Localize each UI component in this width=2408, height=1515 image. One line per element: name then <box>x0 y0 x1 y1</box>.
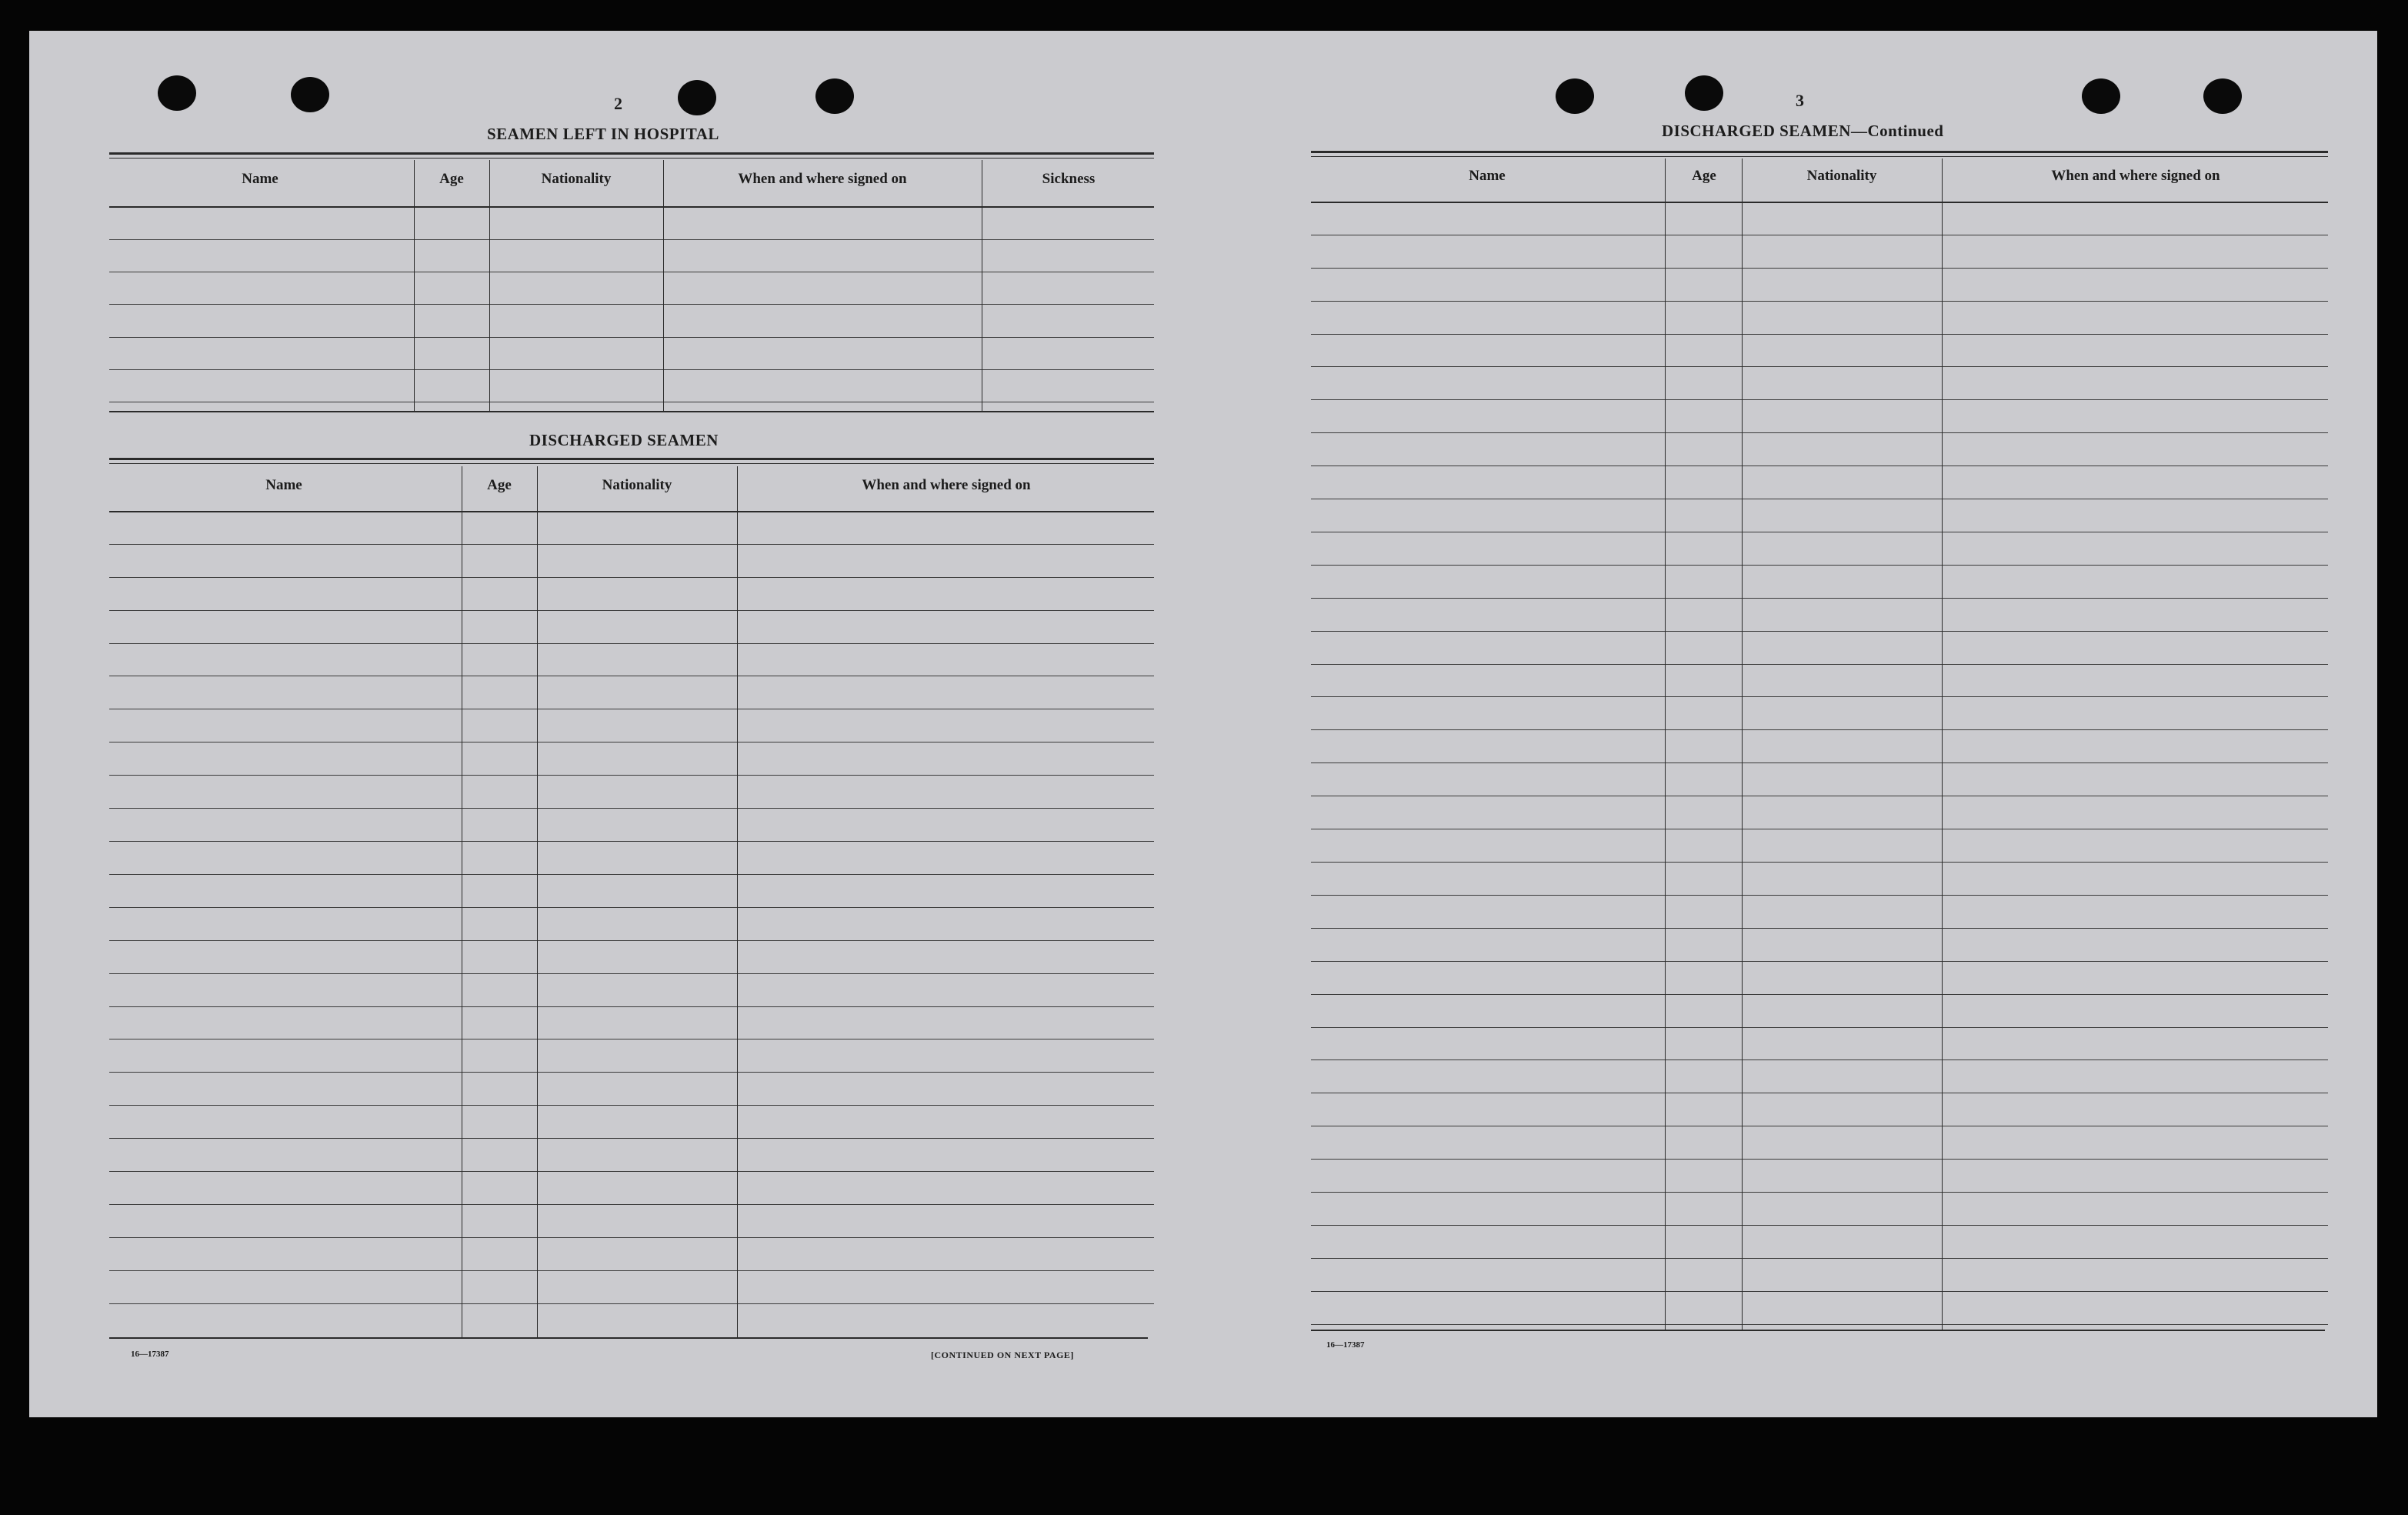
column-line <box>1942 159 1943 1330</box>
row-line <box>1311 664 2328 665</box>
row-line <box>1311 1324 2328 1325</box>
continued-note: [CONTINUED ON NEXT PAGE] <box>931 1350 1074 1360</box>
table-bottom-rule <box>109 411 1154 412</box>
table-bottom-rule <box>109 1337 1148 1339</box>
header-rule <box>109 206 1154 208</box>
column-line <box>1665 159 1666 1330</box>
row-line <box>109 1204 1154 1205</box>
row-line <box>1311 1159 2328 1160</box>
row-line <box>109 1270 1154 1271</box>
row-line <box>1311 399 2328 400</box>
right-page <box>1222 31 2376 1417</box>
row-line <box>109 1006 1154 1007</box>
column-line <box>663 160 664 411</box>
column-header-when-where: When and where signed on <box>2051 168 2220 184</box>
column-header-nationality: Nationality <box>541 171 612 187</box>
scanned-document <box>29 31 2377 1417</box>
row-line <box>109 940 1154 941</box>
row-line <box>109 1072 1154 1073</box>
row-line <box>109 973 1154 974</box>
row-line <box>109 1105 1154 1106</box>
row-line <box>109 643 1154 644</box>
column-line <box>414 160 415 411</box>
discharged-continued-title: DISCHARGED SEAMEN—Continued <box>1662 122 1944 140</box>
row-line <box>109 1171 1154 1172</box>
row-line <box>1311 301 2328 302</box>
row-line <box>109 304 1154 305</box>
row-line <box>1311 1192 2328 1193</box>
row-line <box>1311 729 2328 730</box>
column-header-name: Name <box>265 477 302 493</box>
row-line <box>1311 895 2328 896</box>
column-header-age: Age <box>487 477 512 493</box>
row-line <box>109 239 1154 240</box>
row-line <box>109 577 1154 578</box>
column-header-nationality: Nationality <box>602 477 672 493</box>
column-line <box>489 160 490 411</box>
row-line <box>1311 1291 2328 1292</box>
column-header-when-where: When and where signed on <box>862 477 1031 493</box>
hospital-section-title: SEAMEN LEFT IN HOSPITAL <box>487 125 719 143</box>
column-header-nationality: Nationality <box>1806 168 1877 184</box>
row-line <box>109 808 1154 809</box>
title-rule <box>1311 151 2328 157</box>
row-line <box>1311 1059 2328 1060</box>
row-line <box>1311 696 2328 697</box>
row-line <box>109 841 1154 842</box>
row-line <box>109 610 1154 611</box>
row-line <box>1311 631 2328 632</box>
form-number: 16—17387 <box>1326 1340 1365 1350</box>
discharged-section-title: DISCHARGED SEAMEN <box>529 431 719 449</box>
page-number: 3 <box>1796 91 1804 110</box>
column-header-age: Age <box>1692 168 1716 184</box>
title-rule <box>109 458 1154 464</box>
row-line <box>109 874 1154 875</box>
row-line <box>109 1237 1154 1238</box>
row-line <box>1311 565 2328 566</box>
column-header-name: Name <box>1469 168 1506 184</box>
row-line <box>1311 928 2328 929</box>
row-line <box>109 337 1154 338</box>
column-header-age: Age <box>439 171 464 187</box>
page-number: 2 <box>614 94 622 113</box>
form-number: 16—17387 <box>131 1350 169 1359</box>
column-line <box>1742 159 1743 1330</box>
row-line <box>1311 1258 2328 1259</box>
row-line <box>109 1303 1154 1304</box>
row-line <box>1311 1027 2328 1028</box>
row-line <box>109 544 1154 545</box>
row-line <box>1311 334 2328 335</box>
row-line <box>1311 862 2328 863</box>
row-line <box>1311 432 2328 433</box>
header-rule <box>109 511 1154 512</box>
row-line <box>1311 268 2328 269</box>
row-line <box>1311 598 2328 599</box>
row-line <box>1311 366 2328 367</box>
row-line <box>109 775 1154 776</box>
title-rule <box>109 152 1154 159</box>
header-rule <box>1311 202 2328 203</box>
row-line <box>1311 1225 2328 1226</box>
row-line <box>1311 994 2328 995</box>
column-line <box>737 466 738 1337</box>
column-line <box>537 466 538 1337</box>
row-line <box>109 907 1154 908</box>
row-line <box>109 369 1154 370</box>
column-header-sickness: Sickness <box>1042 171 1096 187</box>
row-line <box>109 1138 1154 1139</box>
table-bottom-rule <box>1311 1330 2325 1331</box>
row-line <box>1311 961 2328 962</box>
column-header-name: Name <box>242 171 278 187</box>
column-header-when-where: When and where signed on <box>738 171 907 187</box>
left-page <box>29 31 1183 1417</box>
